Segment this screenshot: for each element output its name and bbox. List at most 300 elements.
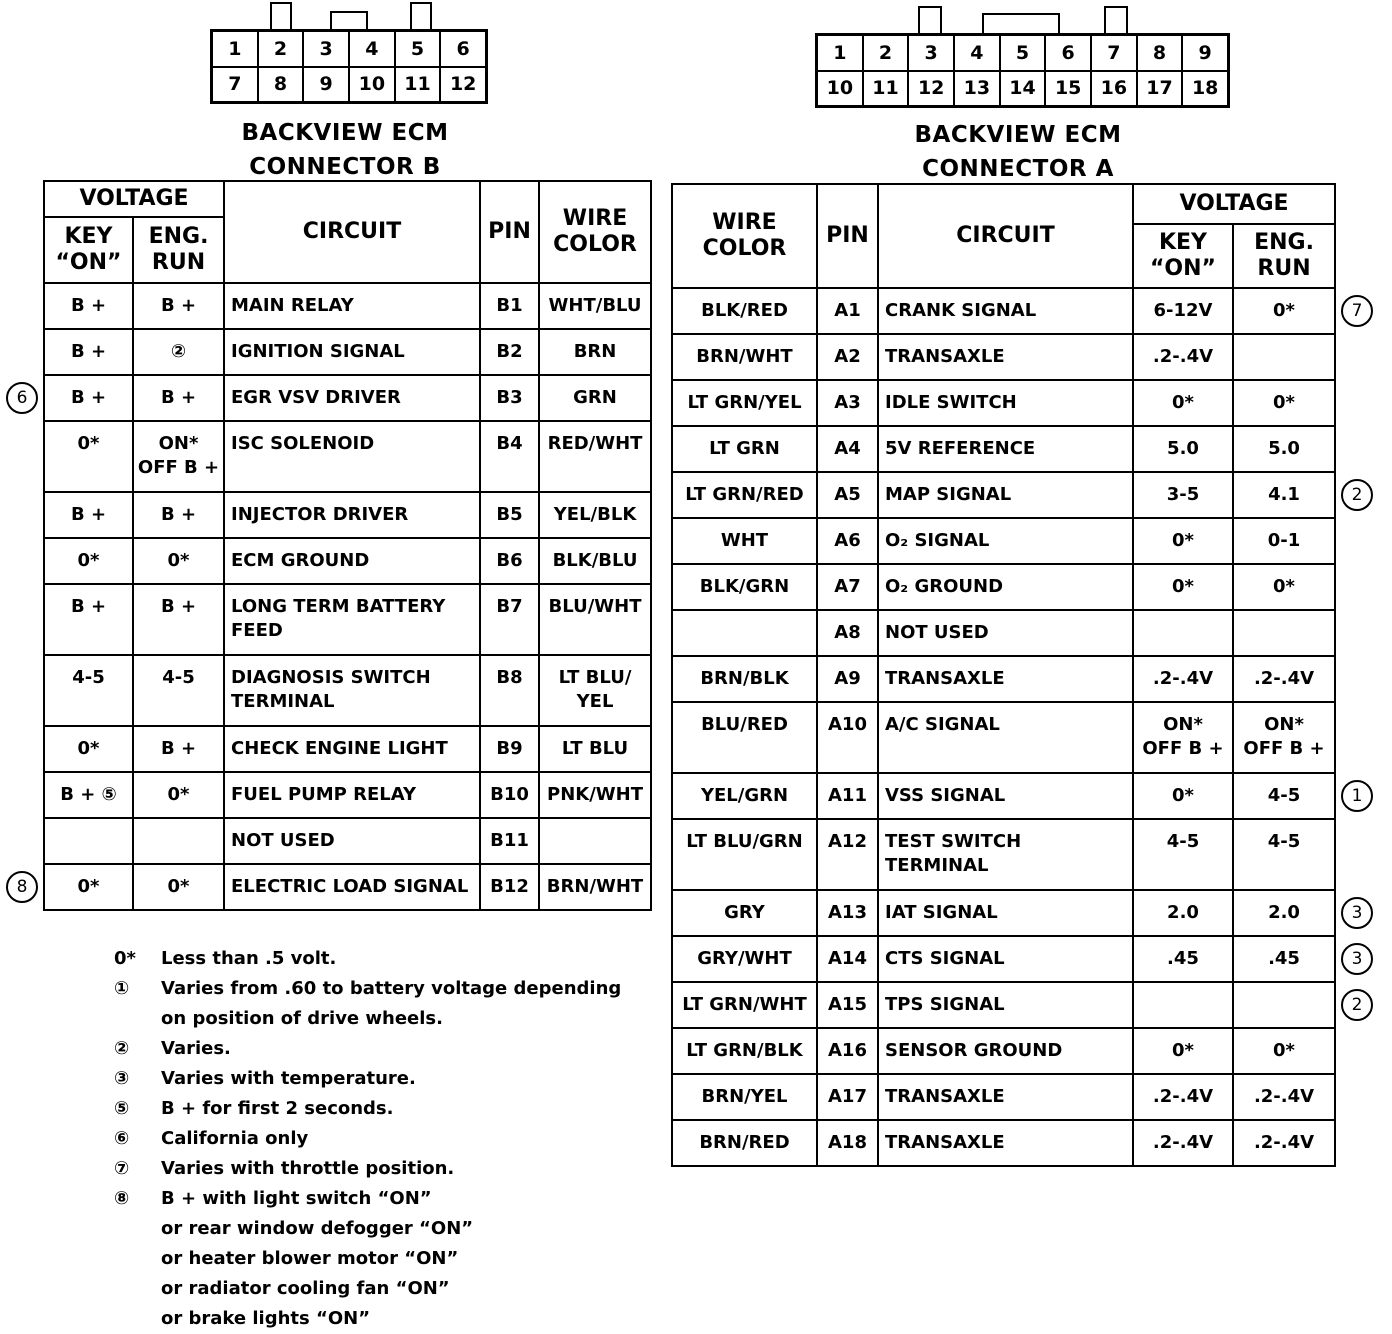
eng-run-value bbox=[1233, 564, 1335, 610]
footnote-symbol: 0* bbox=[114, 948, 136, 969]
connector-a-title bbox=[860, 118, 1176, 186]
table-row bbox=[672, 472, 1335, 518]
wire-color bbox=[539, 584, 651, 655]
eng-run-value-line2: OFF B + bbox=[137, 457, 220, 478]
key-on-value-line1: 0* bbox=[77, 876, 100, 897]
circuit-name bbox=[224, 864, 480, 910]
circuit-name bbox=[878, 1028, 1133, 1074]
wire-color-line1: RED/WHT bbox=[547, 433, 643, 454]
circuit-name-line1: A/C SIGNAL bbox=[885, 714, 1000, 735]
connector-pin: 3 bbox=[908, 35, 954, 71]
table-row bbox=[672, 288, 1335, 334]
wire-color bbox=[539, 726, 651, 772]
table-row bbox=[44, 584, 651, 655]
key-on-value bbox=[44, 584, 133, 655]
circuit-name bbox=[878, 288, 1133, 334]
connector-pin: 8 bbox=[258, 67, 304, 103]
connector-pin: 10 bbox=[817, 71, 863, 107]
circuit-name-line2: FEED bbox=[231, 620, 283, 641]
wire-color-header bbox=[672, 184, 817, 288]
pin-id: B6 bbox=[480, 538, 539, 584]
table-row bbox=[672, 702, 1335, 773]
key-on-value-line1: .2-.4V bbox=[1152, 1132, 1214, 1153]
voltage-header: VOLTAGE bbox=[44, 181, 224, 217]
connector-a-tab bbox=[918, 6, 942, 34]
key-on-value bbox=[1133, 1120, 1233, 1166]
wire-color bbox=[539, 772, 651, 818]
table-row bbox=[672, 1028, 1335, 1074]
eng-run-header-line1: ENG. bbox=[1254, 230, 1314, 255]
circuit-name-line1: 5V REFERENCE bbox=[885, 438, 1036, 459]
wire-color: WHT bbox=[672, 518, 817, 564]
eng-run-value-line1: B + bbox=[160, 596, 197, 617]
key-on-value bbox=[1133, 773, 1233, 819]
key-on-value bbox=[1133, 656, 1233, 702]
eng-run-value bbox=[133, 283, 224, 329]
footnote-text: B + for first 2 seconds. bbox=[161, 1098, 394, 1119]
key-on-value-line1: B + bbox=[70, 504, 107, 525]
table-row bbox=[44, 726, 651, 772]
eng-run-value bbox=[1233, 288, 1335, 334]
footnote-text: on position of drive wheels. bbox=[161, 1008, 443, 1029]
pin-id: A14 bbox=[817, 936, 878, 982]
table-row bbox=[44, 329, 651, 375]
eng-run-value bbox=[1233, 610, 1335, 656]
key-on-value-line1: .45 bbox=[1167, 948, 1199, 969]
table-row bbox=[44, 818, 651, 864]
key-on-value-line1: 0* bbox=[1172, 530, 1194, 551]
pin-id: B9 bbox=[480, 726, 539, 772]
key-on-value bbox=[1133, 610, 1233, 656]
eng-run-value-line1: 4-5 bbox=[162, 667, 195, 688]
eng-run-value-line1: B + bbox=[160, 504, 197, 525]
eng-run-value bbox=[133, 772, 224, 818]
key-on-value-line1: 3-5 bbox=[1166, 484, 1200, 505]
circuit-name-line1: ECM GROUND bbox=[231, 550, 370, 571]
key-on-value-line1: 0* bbox=[1172, 1040, 1194, 1061]
key-on-header bbox=[44, 217, 133, 283]
key-on-value bbox=[1133, 702, 1233, 773]
circuit-name-line2: TERMINAL bbox=[231, 691, 335, 712]
pin-id: A18 bbox=[817, 1120, 878, 1166]
key-on-value-line1: 0* bbox=[77, 738, 100, 759]
key-on-value bbox=[1133, 1074, 1233, 1120]
pin-id: A13 bbox=[817, 890, 878, 936]
eng-run-value bbox=[133, 655, 224, 726]
footnote-marker: 1 bbox=[1341, 780, 1373, 812]
eng-run-value-line1: ② bbox=[170, 341, 187, 362]
circuit-name bbox=[224, 818, 480, 864]
circuit-name-line1: CRANK SIGNAL bbox=[885, 300, 1037, 321]
circuit-name bbox=[878, 936, 1133, 982]
eng-run-value-line1: .2-.4V bbox=[1253, 668, 1315, 689]
circuit-name bbox=[878, 472, 1133, 518]
table-row bbox=[672, 819, 1335, 890]
circuit-name-line1: NOT USED bbox=[885, 622, 989, 643]
connector-a-table bbox=[671, 183, 1336, 1167]
connector-b-tab bbox=[270, 2, 292, 30]
connector-pin: 1 bbox=[212, 31, 258, 67]
pin-id: A12 bbox=[817, 819, 878, 890]
circuit-name bbox=[224, 329, 480, 375]
eng-run-value bbox=[133, 818, 224, 864]
circuit-name bbox=[224, 538, 480, 584]
circuit-name bbox=[224, 492, 480, 538]
eng-run-value-line1: 4.1 bbox=[1268, 484, 1300, 505]
wire-color-line1: PNK/WHT bbox=[547, 784, 643, 805]
wire-color-line1: LT BLU/ bbox=[558, 667, 632, 688]
key-on-value-line1: B + bbox=[70, 387, 107, 408]
pin-id: A7 bbox=[817, 564, 878, 610]
circuit-name-line1: CTS SIGNAL bbox=[885, 948, 1005, 969]
table-row bbox=[672, 610, 1335, 656]
wire-color: GRY bbox=[672, 890, 817, 936]
key-on-value bbox=[44, 818, 133, 864]
connector-pin: 15 bbox=[1045, 71, 1091, 107]
key-on-value-line1: B + bbox=[70, 341, 107, 362]
circuit-name-line1: TRANSAXLE bbox=[885, 1086, 1005, 1107]
wire-color-line1: YEL/BLK bbox=[553, 504, 637, 525]
key-on-value-line1: 4-5 bbox=[72, 667, 105, 688]
wire-color-line2: YEL bbox=[576, 691, 614, 712]
wire-color: LT BLU/GRN bbox=[672, 819, 817, 890]
footnote-text: or brake lights “ON” bbox=[161, 1308, 371, 1329]
key-on-value bbox=[44, 726, 133, 772]
key-on-value bbox=[1133, 890, 1233, 936]
pin-id: A16 bbox=[817, 1028, 878, 1074]
circuit-name bbox=[878, 773, 1133, 819]
connector-pin: 18 bbox=[1182, 71, 1228, 107]
connector-b-title-line2: CONNECTOR B bbox=[249, 154, 441, 180]
footnote-symbol: ⑥ bbox=[114, 1128, 130, 1149]
circuit-name-line1: LONG TERM BATTERY bbox=[231, 596, 446, 617]
pin-id: B4 bbox=[480, 421, 539, 492]
circuit-name-line1: IDLE SWITCH bbox=[885, 392, 1017, 413]
connector-b-tab bbox=[330, 11, 368, 30]
wire-color bbox=[539, 655, 651, 726]
pin-id: B11 bbox=[480, 818, 539, 864]
circuit-name-line1: MAP SIGNAL bbox=[885, 484, 1012, 505]
wire-color-line1: BLU/WHT bbox=[548, 596, 642, 617]
table-row bbox=[672, 518, 1335, 564]
wire-color-line1: BLK/BLU bbox=[552, 550, 638, 571]
pin-id: A2 bbox=[817, 334, 878, 380]
circuit-name-line1: ELECTRIC LOAD SIGNAL bbox=[231, 876, 469, 897]
footnote-marker: 7 bbox=[1341, 295, 1373, 327]
pin-id: B12 bbox=[480, 864, 539, 910]
pin-id: A6 bbox=[817, 518, 878, 564]
table-row bbox=[672, 1120, 1335, 1166]
key-on-value bbox=[1133, 334, 1233, 380]
pin-id: A15 bbox=[817, 982, 878, 1028]
wire-color-header-line2: COLOR bbox=[702, 236, 787, 261]
eng-run-value bbox=[1233, 656, 1335, 702]
connector-a-title-line2: CONNECTOR A bbox=[922, 156, 1114, 182]
eng-run-header-line2: RUN bbox=[1257, 256, 1311, 281]
connector-pin: 2 bbox=[258, 31, 304, 67]
footnote-text: Varies with throttle position. bbox=[161, 1158, 455, 1179]
circuit-name bbox=[878, 656, 1133, 702]
wire-color: LT GRN/BLK bbox=[672, 1028, 817, 1074]
eng-run-value-line1: 0* bbox=[1273, 392, 1295, 413]
wire-color-line1: LT BLU bbox=[561, 738, 629, 759]
key-on-value-line1: 4-5 bbox=[1166, 831, 1200, 852]
eng-run-value bbox=[133, 584, 224, 655]
connector-pin: 5 bbox=[395, 31, 441, 67]
connector-b-pin-grid bbox=[210, 29, 488, 104]
key-on-value-line1: .2-.4V bbox=[1152, 346, 1214, 367]
wire-color: YEL/GRN bbox=[672, 773, 817, 819]
connector-pin: 11 bbox=[863, 71, 909, 107]
connector-pin: 4 bbox=[954, 35, 1000, 71]
pin-id: B3 bbox=[480, 375, 539, 421]
wire-color bbox=[539, 492, 651, 538]
connector-pin: 6 bbox=[1045, 35, 1091, 71]
footnote-symbol: ③ bbox=[114, 1068, 130, 1089]
voltage-header: VOLTAGE bbox=[1133, 184, 1335, 224]
wire-color bbox=[539, 538, 651, 584]
wire-color: BRN/BLK bbox=[672, 656, 817, 702]
pin-id: A4 bbox=[817, 426, 878, 472]
key-on-value bbox=[44, 772, 133, 818]
wire-color: BRN/RED bbox=[672, 1120, 817, 1166]
key-on-value bbox=[1133, 564, 1233, 610]
pin-id: B8 bbox=[480, 655, 539, 726]
table-row bbox=[44, 375, 651, 421]
circuit-header: CIRCUIT bbox=[878, 184, 1133, 288]
table-row bbox=[672, 982, 1335, 1028]
wire-color: BRN/YEL bbox=[672, 1074, 817, 1120]
footnote-text: Less than .5 volt. bbox=[161, 948, 337, 969]
eng-run-value bbox=[1233, 773, 1335, 819]
wire-color-header-line1: WIRE bbox=[712, 210, 777, 235]
key-on-header-line2: “ON” bbox=[55, 250, 122, 275]
footnote-text: Varies. bbox=[161, 1038, 231, 1059]
footnote-symbol: ① bbox=[114, 978, 130, 999]
pin-id: A5 bbox=[817, 472, 878, 518]
table-row bbox=[672, 380, 1335, 426]
key-on-value-line1: ON* bbox=[1163, 714, 1203, 735]
pin-id: A10 bbox=[817, 702, 878, 773]
eng-run-value bbox=[1233, 890, 1335, 936]
footnote-text: or heater blower motor “ON” bbox=[161, 1248, 459, 1269]
key-on-value-line1: B + bbox=[70, 596, 107, 617]
circuit-name-line1: O₂ SIGNAL bbox=[885, 530, 990, 551]
footnote-symbol: ⑦ bbox=[114, 1158, 130, 1179]
eng-run-value bbox=[1233, 819, 1335, 890]
connector-pin: 7 bbox=[1091, 35, 1137, 71]
table-row bbox=[672, 773, 1335, 819]
eng-run-header bbox=[133, 217, 224, 283]
footnote-marker: 6 bbox=[6, 382, 38, 414]
circuit-name-line1: ISC SOLENOID bbox=[231, 433, 375, 454]
circuit-name bbox=[224, 375, 480, 421]
footnote-symbol: ⑤ bbox=[114, 1098, 130, 1119]
eng-run-value bbox=[133, 538, 224, 584]
circuit-name bbox=[878, 890, 1133, 936]
table-row bbox=[672, 1074, 1335, 1120]
table-row bbox=[672, 890, 1335, 936]
eng-run-value bbox=[1233, 936, 1335, 982]
pin-id: B7 bbox=[480, 584, 539, 655]
circuit-name-line1: IAT SIGNAL bbox=[885, 902, 998, 923]
key-on-value bbox=[44, 655, 133, 726]
circuit-name-line1: CHECK ENGINE LIGHT bbox=[231, 738, 448, 759]
wire-color bbox=[672, 610, 817, 656]
connector-pin: 2 bbox=[863, 35, 909, 71]
key-on-value-line2: OFF B + bbox=[1142, 738, 1224, 759]
eng-run-header-line2: RUN bbox=[151, 250, 206, 275]
table-row bbox=[44, 421, 651, 492]
key-on-header-line2: “ON” bbox=[1149, 256, 1217, 281]
key-on-value bbox=[1133, 380, 1233, 426]
wire-color: LT GRN bbox=[672, 426, 817, 472]
eng-run-value bbox=[1233, 1028, 1335, 1074]
eng-run-value bbox=[133, 864, 224, 910]
key-on-value bbox=[1133, 426, 1233, 472]
footnote-marker: 2 bbox=[1341, 989, 1373, 1021]
circuit-name bbox=[224, 655, 480, 726]
key-on-value bbox=[44, 283, 133, 329]
wire-color-header bbox=[539, 181, 651, 283]
footnote-marker: 3 bbox=[1341, 943, 1373, 975]
eng-run-value-line1: 0* bbox=[1273, 576, 1295, 597]
connector-pin: 16 bbox=[1091, 71, 1137, 107]
wire-color: BLU/RED bbox=[672, 702, 817, 773]
connector-pin: 1 bbox=[817, 35, 863, 71]
circuit-name-line2: TERMINAL bbox=[885, 855, 989, 876]
circuit-name-line1: TPS SIGNAL bbox=[885, 994, 1005, 1015]
key-on-value-line1: B + bbox=[70, 295, 107, 316]
eng-run-value bbox=[1233, 472, 1335, 518]
key-on-value-line1: 6-12V bbox=[1153, 300, 1213, 321]
pin-id: A8 bbox=[817, 610, 878, 656]
footnote-marker: 2 bbox=[1341, 479, 1373, 511]
footnote-marker: 8 bbox=[6, 871, 38, 903]
eng-run-value-line1: 4-5 bbox=[1267, 785, 1301, 806]
pin-id: A9 bbox=[817, 656, 878, 702]
wire-color bbox=[539, 864, 651, 910]
eng-run-value-line1: 2.0 bbox=[1268, 902, 1300, 923]
table-row bbox=[44, 655, 651, 726]
key-on-value bbox=[1133, 288, 1233, 334]
connector-b-title bbox=[190, 116, 500, 184]
connector-b-table bbox=[43, 180, 652, 911]
table-row bbox=[672, 564, 1335, 610]
eng-run-value bbox=[133, 329, 224, 375]
circuit-name bbox=[878, 564, 1133, 610]
pin-header: PIN bbox=[817, 184, 878, 288]
pin-id: B1 bbox=[480, 283, 539, 329]
circuit-name bbox=[878, 426, 1133, 472]
pin-id: A1 bbox=[817, 288, 878, 334]
connector-pin: 12 bbox=[908, 71, 954, 107]
eng-run-value-line1: 0* bbox=[1273, 1040, 1295, 1061]
circuit-name-line1: EGR VSV DRIVER bbox=[231, 387, 401, 408]
wire-color: LT GRN/RED bbox=[672, 472, 817, 518]
pin-id: B2 bbox=[480, 329, 539, 375]
connector-pin: 3 bbox=[303, 31, 349, 67]
circuit-name-line1: FUEL PUMP RELAY bbox=[231, 784, 417, 805]
table-row bbox=[672, 656, 1335, 702]
connector-pin: 5 bbox=[1000, 35, 1046, 71]
connector-a-title-line1: BACKVIEW ECM bbox=[914, 122, 1122, 148]
key-on-value-line1: .2-.4V bbox=[1152, 1086, 1214, 1107]
circuit-name bbox=[878, 702, 1133, 773]
wire-color: LT GRN/YEL bbox=[672, 380, 817, 426]
key-on-value bbox=[44, 375, 133, 421]
eng-run-value-line1: B + bbox=[160, 295, 197, 316]
eng-run-value bbox=[1233, 982, 1335, 1028]
eng-run-value bbox=[133, 375, 224, 421]
footnote-symbol: ⑧ bbox=[114, 1188, 130, 1209]
connector-pin: 8 bbox=[1137, 35, 1183, 71]
key-on-value-line1: 2.0 bbox=[1167, 902, 1199, 923]
pin-id: A11 bbox=[817, 773, 878, 819]
eng-run-value-line1: 0-1 bbox=[1267, 530, 1301, 551]
key-on-value-line1: 0* bbox=[77, 550, 100, 571]
circuit-name bbox=[878, 1074, 1133, 1120]
circuit-name-line1: TEST SWITCH bbox=[885, 831, 1022, 852]
circuit-name bbox=[878, 380, 1133, 426]
footnote-text: or rear window defogger “ON” bbox=[161, 1218, 474, 1239]
connector-pin: 17 bbox=[1137, 71, 1183, 107]
connector-a-pin-grid bbox=[815, 33, 1230, 108]
eng-run-header bbox=[1233, 224, 1335, 288]
connector-pin: 9 bbox=[1182, 35, 1228, 71]
eng-run-value-line1: ON* bbox=[158, 433, 199, 454]
eng-run-value-line1: .2-.4V bbox=[1253, 1132, 1315, 1153]
key-on-value-line1: 0* bbox=[1172, 576, 1194, 597]
connector-pin: 7 bbox=[212, 67, 258, 103]
key-on-value bbox=[1133, 472, 1233, 518]
eng-run-value-line1: .45 bbox=[1268, 948, 1300, 969]
footnote-marker: 3 bbox=[1341, 897, 1373, 929]
circuit-name-line1: INJECTOR DRIVER bbox=[231, 504, 409, 525]
eng-run-value bbox=[1233, 426, 1335, 472]
key-on-value bbox=[1133, 936, 1233, 982]
eng-run-value-line1: 0* bbox=[167, 550, 190, 571]
key-on-value-line1: .2-.4V bbox=[1152, 668, 1214, 689]
footnote-text: B + with light switch “ON” bbox=[161, 1188, 432, 1209]
connector-pin: 6 bbox=[440, 31, 486, 67]
eng-run-value-line1: 0* bbox=[167, 876, 190, 897]
eng-run-value bbox=[133, 492, 224, 538]
eng-run-value-line1: 5.0 bbox=[1268, 438, 1300, 459]
wire-color-line1: GRN bbox=[573, 387, 617, 408]
circuit-name bbox=[878, 1120, 1133, 1166]
key-on-value bbox=[1133, 1028, 1233, 1074]
circuit-name-line1: TRANSAXLE bbox=[885, 668, 1005, 689]
key-on-value-line1: B + ⑤ bbox=[60, 784, 117, 805]
wire-color-line1: BRN/WHT bbox=[546, 876, 644, 897]
circuit-name bbox=[878, 518, 1133, 564]
circuit-name-line1: SENSOR GROUND bbox=[885, 1040, 1063, 1061]
wire-color: GRY/WHT bbox=[672, 936, 817, 982]
connector-pin: 10 bbox=[349, 67, 395, 103]
eng-run-value-line1: .2-.4V bbox=[1253, 1086, 1315, 1107]
connector-pin: 13 bbox=[954, 71, 1000, 107]
eng-run-value bbox=[1233, 380, 1335, 426]
pin-header: PIN bbox=[480, 181, 539, 283]
footnote-text: California only bbox=[161, 1128, 309, 1149]
key-on-header-line1: KEY bbox=[64, 224, 113, 249]
circuit-name bbox=[878, 819, 1133, 890]
wire-color bbox=[539, 283, 651, 329]
circuit-name-line1: O₂ GROUND bbox=[885, 576, 1004, 597]
wire-color: BLK/GRN bbox=[672, 564, 817, 610]
connector-pin: 4 bbox=[349, 31, 395, 67]
